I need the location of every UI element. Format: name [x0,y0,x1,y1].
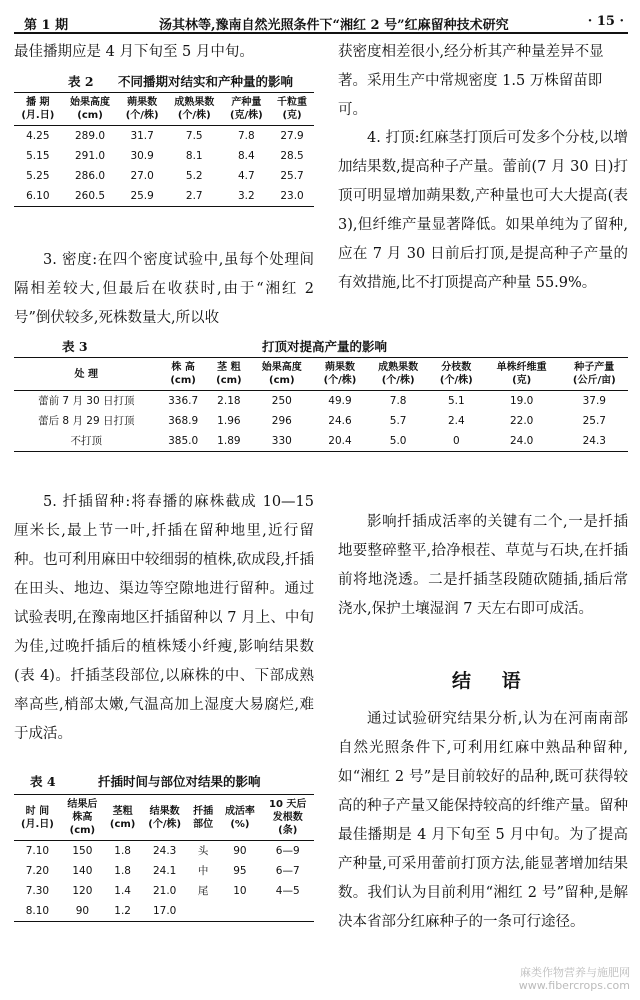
table-row [14,411,628,431]
table2-cell: 27.0 [130,170,154,182]
table4-cell: 1.4 [114,885,131,897]
table2-number: 表 2 [68,74,94,89]
table2-cell: 5.15 [26,150,50,162]
table2-cell: 5.25 [26,170,50,182]
cutting-paragraph: 5. 扦插留种:将春播的麻株截成 10—15 厘米长,最上节一叶,扦插在留种地里,近行留种。也可利用麻田中较细弱的植株,砍成段,扦插在田头、地边、渠边等空隙地进行留种。通过试验表明,在豫南地区扦插留种以 7 月上、中旬为佳,过晚扦插后的植株矮小纤瘦,影响结果数(表 4)。扦插茎段部位,以麻株的中、下部成熟率高些,梢部太嫩,气温高加上湿度大易腐烂,难于成活。 [14,494,314,742]
table3-cell: 0 [430,431,483,452]
table3-cell: 250 [250,391,313,412]
table4-cell: 4—5 [275,885,300,897]
table4-cell: 1.8 [114,865,131,877]
table3-cell: 336.7 [159,391,208,412]
table4-cell: 21.0 [152,885,177,897]
table4-cell: 140 [72,865,93,877]
table4-cell: 120 [72,885,93,897]
cutting-key-points-paragraph: 影响扦插成活率的关键有二个,一是扦插地要整碎整平,拾净根茬、草苋与石块,在扦插前将地浇透。二是扦插茎段随砍随插,插后常浇水,保护土壤湿润 7 天左右即可成活。 [338,514,628,617]
table3-cell: 5.0 [366,431,429,452]
table2-cell: 6.10 [14,186,62,207]
table2-caption: 不同播期对结实和产种量的影响 [118,74,294,89]
watermark-title: 麻类作物营养与施肥网 [520,966,630,979]
table4-cell: 10 [233,885,247,897]
table4-header-cell: 结果后 株高 (cm) [61,795,104,841]
table4-cell: 95 [233,865,247,877]
table3-cell: 368.9 [168,415,199,427]
table2-header-cell: 播 期 (月.日) [14,93,62,126]
watermark-url: www.fibercrops.com [518,979,630,992]
table2-cell: 27.9 [270,126,314,147]
table4-cell: 7.30 [25,885,50,897]
table4-header-cell: 扦插 部位 [188,795,218,841]
table2-cell: 286.0 [75,170,106,182]
table2-cell: 25.9 [118,186,165,207]
table2-header-cell: 千粒重 (克) [270,93,314,126]
table3-header-cell: 株 高 (cm) [159,358,208,391]
table-row [14,146,314,166]
table3-cell: 1.96 [217,415,241,427]
table3-header-row [14,358,628,391]
table3-header-cell: 蒴果数 (个/株) [313,358,366,391]
table4-cell: 7.10 [14,841,61,862]
table3-cell: 24.0 [483,431,561,452]
table2-header-cell: 成熟果数 (个/株) [166,93,223,126]
topping-paragraph: 4. 打顶:红麻茎打顶后可发多个分枝,以增加结果数,提高种子产量。蕾前(7 月 30 日)打顶可明显增加蒴果数,产种量也可大大提高(表 3),但纤维产量显著降低。如果单纯为了留种,应在 7 月 30 日前后打顶,是提高种子产量的有效措施,比不打顶提高产种量 55.9%。 [338,130,628,291]
table-row [14,391,628,412]
table-row [14,901,314,922]
table3-header-cell: 种子产量 (公斤/亩) [561,358,628,391]
table3-cell: 330 [250,431,313,452]
table3-cell: 7.8 [366,391,429,412]
table3-cell: 不打顶 [14,431,159,452]
table3-number: 表 3 [62,339,88,354]
table3-header-cell: 分枝数 (个/株) [430,358,483,391]
table4-cell: 17.0 [141,901,188,922]
table2-cell: 8.4 [238,150,255,162]
planting-date-conclusion: 最佳播期应是 4 月下旬至 5 月中旬。 [14,44,254,60]
table3-cell: 24.3 [561,431,628,452]
table4-cell: 1.2 [104,901,141,922]
table2-header-cell: 蒴果数 (个/株) [118,93,165,126]
table3-cell: 49.9 [313,391,366,412]
table4-cell: 24.1 [152,865,177,877]
table2-cell: 30.9 [130,150,154,162]
table3-caption: 打顶对提高产量的影响 [262,339,388,354]
table4-cell: 90 [218,841,261,862]
table4-cell: 中 [197,865,209,877]
table4-cell: 6—9 [261,841,314,862]
table2-cell: 2.7 [166,186,223,207]
table2-cell: 260.5 [62,186,119,207]
table3-cell: 22.0 [509,415,534,427]
table3 [14,357,628,452]
table3-header-cell: 单株纤维重 (克) [483,358,561,391]
table4-number: 表 4 [30,774,56,789]
table3-cell: 2.4 [447,415,465,427]
table4-cell: 6—7 [275,865,300,877]
table2-cell: 31.7 [118,126,165,147]
table2-header-cell: 始果高度 (cm) [62,93,119,126]
table-row [14,166,314,186]
table3-cell: 37.9 [561,391,628,412]
table2-cell: 289.0 [62,126,119,147]
table4-cell [261,901,314,922]
table4-cell: 7.20 [25,865,50,877]
table3-cell: 1.89 [208,431,250,452]
table2-header-cell: 产种量 (克/株) [223,93,270,126]
table3-header-cell: 始果高度 (cm) [250,358,313,391]
table2-cell: 28.5 [280,150,304,162]
density-continued-paragraph: 获密度相差很小,经分析其产种量差异不显著。采用生产中常规密度 1.5 万株留苗即可。 [338,44,604,118]
table2-cell: 291.0 [75,150,106,162]
table4-header-cell: 10 天后 发根数 (条) [261,795,314,841]
table3-cell: 蕾后 8 月 29 日打顶 [38,415,135,427]
table4-cell [188,901,218,922]
table4-header-cell: 时 间 (月.日) [14,795,61,841]
table4-cell: 尾 [197,885,209,897]
running-header [14,8,628,34]
table2 [14,92,314,207]
table2-cell: 7.8 [223,126,270,147]
table3-cell: 385.0 [159,431,208,452]
table-row [14,881,314,901]
table2-cell: 23.0 [270,186,314,207]
table2-cell: 5.2 [185,170,203,182]
table2-cell: 7.5 [166,126,223,147]
table4-header-cell: 结果数 (个/株) [141,795,188,841]
site-watermark [519,966,630,992]
table3-cell: 5.7 [389,415,407,427]
table2-cell: 4.25 [14,126,62,147]
table2-cell: 3.2 [223,186,270,207]
table2-cell: 4.7 [238,170,255,182]
table4-cell [218,901,261,922]
table3-cell: 蕾前 7 月 30 日打顶 [14,391,159,412]
table3-cell: 296 [271,415,292,427]
conclusion-paragraph: 通过试验研究结果分析,认为在河南南部自然光照条件下,可利用红麻中熟品种留种,如“湘红 2 号”是目前较好的品种,既可获得较高的种子产量又能保持较高的纤维产量。留种最佳播期是 4 月下旬至 5 月中旬。为了提高产种量,可采用蕾前打顶方法,能显著增加结果数。我们认为目前利用“湘红 2 号”留种,是解决本省部分红麻种子的一条可行途径。 [338,711,628,930]
table4-cell: 90 [61,901,104,922]
table3-header-cell: 处 理 [14,358,159,391]
table4-cell: 24.3 [141,841,188,862]
issue-number: 第 1 期 [24,18,69,33]
table-row [14,431,628,452]
table-row [14,861,314,881]
table4 [14,794,314,922]
table3-cell: 25.7 [582,415,606,427]
table4-cell: 150 [61,841,104,862]
table-row [14,841,314,862]
table3-cell: 2.18 [208,391,250,412]
conclusion-heading: 结 语 [452,670,533,692]
table3-cell: 5.1 [430,391,483,412]
table3-cell: 19.0 [483,391,561,412]
running-title: 汤其林等,豫南自然光照条件下“湘红 2 号”红麻留种技术研究 [159,18,509,33]
table3-cell: 24.6 [328,415,352,427]
table3-header-cell: 成熟果数 (个/株) [366,358,429,391]
table2-cell: 25.7 [280,170,304,182]
table4-header-cell: 茎粗 (cm) [104,795,141,841]
density-paragraph: 3. 密度:在四个密度试验中,虽每个处理间隔相差较大,但最后在收获时,由于“湘红 2 号”倒伏较多,死株数量大,所以收 [14,252,314,326]
table4-header-row [14,795,314,841]
table3-cell: 20.4 [313,431,366,452]
table4-header-cell: 成活率 (%) [218,795,261,841]
table4-cell: 8.10 [14,901,61,922]
table2-header-row [14,93,314,126]
table2-cell: 8.1 [185,150,203,162]
table3-header-cell: 茎 粗 (cm) [208,358,250,391]
table-row [14,126,314,147]
table-row [14,186,314,207]
page-number: · 15 · [587,14,624,29]
table4-cell: 1.8 [104,841,141,862]
table4-cell: 头 [188,841,218,862]
table4-caption: 扦插时间与部位对结果的影响 [98,774,261,789]
